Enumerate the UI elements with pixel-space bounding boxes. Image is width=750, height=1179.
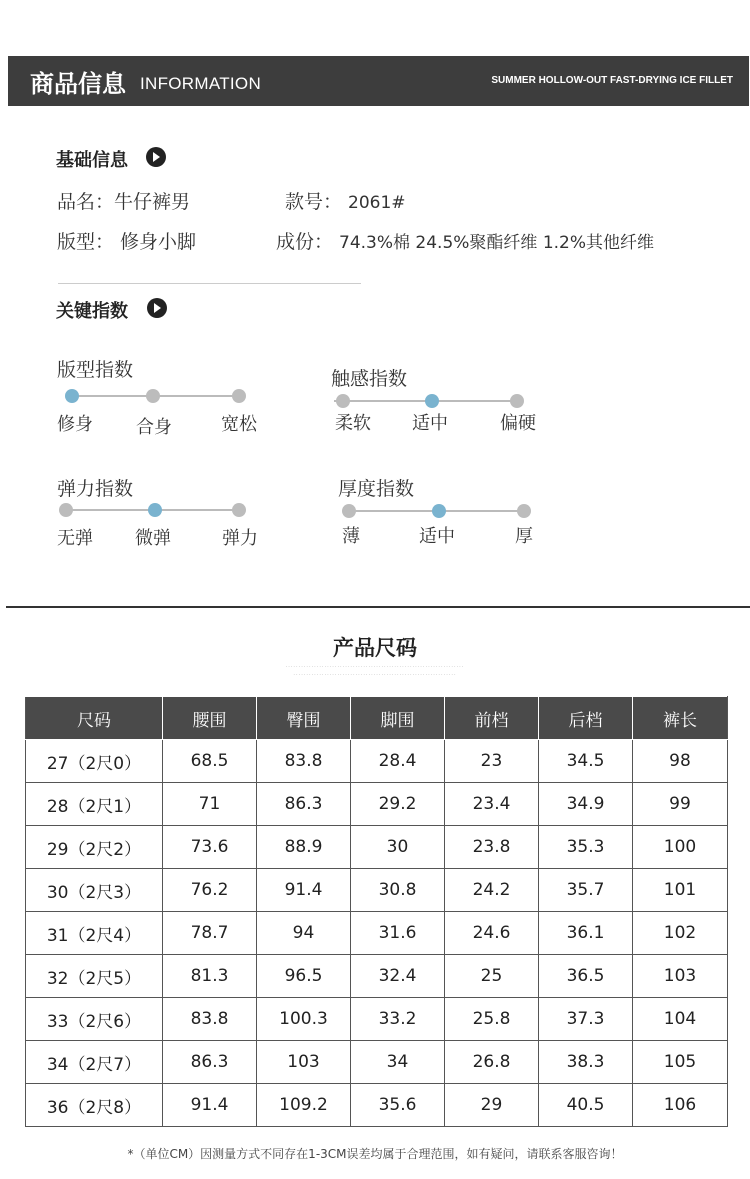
measurement-cell: 34 — [351, 1041, 445, 1084]
elasticity-index-title: 弹力指数 — [57, 478, 134, 500]
measurement-cell: 103 — [257, 1041, 351, 1084]
measurement-cell: 105 — [633, 1041, 728, 1084]
measurement-cell: 35.3 — [539, 826, 633, 869]
table-header-row — [26, 697, 728, 740]
fit-type-label: 版型： — [57, 231, 115, 253]
scale-dot — [65, 389, 79, 403]
measurement-cell: 35.6 — [351, 1084, 445, 1127]
size-table — [25, 696, 728, 1127]
composition — [276, 227, 654, 254]
column-header: 臀围 — [257, 697, 351, 740]
info-header-bar — [8, 56, 749, 106]
arrow-right-icon — [147, 298, 167, 318]
scale-dot — [232, 389, 246, 403]
measurement-cell: 81.3 — [163, 955, 257, 998]
measurement-cell: 26.8 — [445, 1041, 539, 1084]
touch-option: 适中 — [412, 413, 448, 434]
measurement-cell: 35.7 — [539, 869, 633, 912]
style-number-label: 款号： — [285, 191, 343, 213]
size-label-cell: 33（2尺6） — [26, 998, 163, 1041]
measurement-cell: 24.2 — [445, 869, 539, 912]
measurement-cell: 68.5 — [163, 740, 257, 783]
table-row — [26, 1084, 728, 1127]
style-number — [285, 187, 406, 214]
composition-value: 74.3%棉 24.5%聚酯纤维 1.2%其他纤维 — [339, 233, 655, 253]
size-label-cell: 36（2尺8） — [26, 1084, 163, 1127]
fit-option: 宽松 — [221, 414, 257, 435]
measurement-cell: 23 — [445, 740, 539, 783]
touch-index-title: 触感指数 — [331, 368, 408, 390]
scale-dot — [432, 504, 446, 518]
scale-dot — [148, 503, 162, 517]
elasticity-option: 弹力 — [222, 528, 258, 549]
measurement-cell: 28.4 — [351, 740, 445, 783]
section-divider — [58, 283, 361, 284]
measurement-cell: 31.6 — [351, 912, 445, 955]
thickness-option: 厚 — [515, 526, 533, 547]
measurement-cell: 36.1 — [539, 912, 633, 955]
measurement-cell: 83.8 — [163, 998, 257, 1041]
fit-type — [57, 227, 196, 254]
table-row — [26, 783, 728, 826]
fit-option: 修身 — [57, 414, 93, 435]
size-label-cell: 31（2尺4） — [26, 912, 163, 955]
decorative-faint-text: ····································································· — [285, 664, 465, 670]
table-row — [26, 740, 728, 783]
scale-dot — [59, 503, 73, 517]
column-header: 腰围 — [163, 697, 257, 740]
measurement-cell: 38.3 — [539, 1041, 633, 1084]
measurement-cell: 88.9 — [257, 826, 351, 869]
measurement-cell: 101 — [633, 869, 728, 912]
measurement-cell: 73.6 — [163, 826, 257, 869]
measurement-cell: 86.3 — [257, 783, 351, 826]
thickness-option: 适中 — [419, 526, 455, 547]
scale-dot — [510, 394, 524, 408]
thickness-index-title: 厚度指数 — [338, 478, 415, 500]
measurement-cell: 94 — [257, 912, 351, 955]
measurement-cell: 76.2 — [163, 869, 257, 912]
measurement-cell: 100.3 — [257, 998, 351, 1041]
thickness-option: 薄 — [342, 526, 360, 547]
measurement-cell: 83.8 — [257, 740, 351, 783]
elasticity-index-scale — [59, 503, 249, 517]
measurement-cell: 25 — [445, 955, 539, 998]
measurement-cell: 29.2 — [351, 783, 445, 826]
measurement-cell: 103 — [633, 955, 728, 998]
measurement-cell: 71 — [163, 783, 257, 826]
decorative-faint-text: ······························································· — [293, 672, 457, 678]
header-title-en: INFORMATION — [140, 74, 262, 93]
column-header: 尺码 — [26, 697, 163, 740]
key-index-title: 关键指数 — [56, 301, 128, 322]
measurement-cell: 25.8 — [445, 998, 539, 1041]
fit-index-title: 版型指数 — [57, 359, 134, 381]
header-tagline: SUMMER HOLLOW-OUT FAST-DRYING ICE FILLET — [491, 75, 733, 86]
measurement-cell: 33.2 — [351, 998, 445, 1041]
measurement-cell: 30 — [351, 826, 445, 869]
elasticity-option: 微弹 — [135, 528, 171, 549]
measurement-cell: 106 — [633, 1084, 728, 1127]
measurement-cell: 37.3 — [539, 998, 633, 1041]
table-row — [26, 998, 728, 1041]
column-header: 脚围 — [351, 697, 445, 740]
measurement-cell: 102 — [633, 912, 728, 955]
measurement-cell: 29 — [445, 1084, 539, 1127]
table-row — [26, 1041, 728, 1084]
scale-dot — [425, 394, 439, 408]
measurement-cell: 91.4 — [163, 1084, 257, 1127]
product-name-label: 品名： — [57, 191, 115, 213]
measurement-note: *（单位CM）因测量方式不同存在1-3CM误差均属于合理范围，如有疑问，请联系客服咨询！ — [127, 1147, 623, 1161]
table-row — [26, 955, 728, 998]
measurement-cell: 109.2 — [257, 1084, 351, 1127]
touch-option: 偏硬 — [500, 413, 536, 434]
size-label-cell: 34（2尺7） — [26, 1041, 163, 1084]
measurement-cell: 30.8 — [351, 869, 445, 912]
basic-info-title: 基础信息 — [56, 150, 128, 171]
measurement-cell: 24.6 — [445, 912, 539, 955]
size-label-cell: 32（2尺5） — [26, 955, 163, 998]
column-header: 裤长 — [633, 697, 728, 740]
touch-index-scale — [334, 394, 524, 408]
scale-dot — [336, 394, 350, 408]
scale-dot — [517, 504, 531, 518]
scale-dot — [232, 503, 246, 517]
column-header: 前档 — [445, 697, 539, 740]
table-row — [26, 826, 728, 869]
measurement-cell: 40.5 — [539, 1084, 633, 1127]
elasticity-option: 无弹 — [57, 528, 93, 549]
measurement-cell: 104 — [633, 998, 728, 1041]
measurement-cell: 86.3 — [163, 1041, 257, 1084]
touch-option: 柔软 — [335, 413, 371, 434]
header-title-cn: 商品信息 — [30, 70, 126, 98]
size-label-cell: 30（2尺3） — [26, 869, 163, 912]
size-chart-title: 产品尺码 — [333, 636, 417, 660]
fit-index-scale — [65, 389, 255, 403]
size-label-cell: 27（2尺0） — [26, 740, 163, 783]
measurement-cell: 34.9 — [539, 783, 633, 826]
measurement-cell: 23.8 — [445, 826, 539, 869]
product-name-value: 牛仔裤男 — [114, 191, 191, 213]
table-row — [26, 869, 728, 912]
measurement-cell: 100 — [633, 826, 728, 869]
fit-type-value: 修身小脚 — [120, 231, 197, 253]
column-header: 后档 — [539, 697, 633, 740]
scale-dot — [342, 504, 356, 518]
table-row — [26, 912, 728, 955]
measurement-cell: 23.4 — [445, 783, 539, 826]
measurement-cell: 78.7 — [163, 912, 257, 955]
measurement-cell: 99 — [633, 783, 728, 826]
product-name — [57, 187, 190, 214]
measurement-cell: 36.5 — [539, 955, 633, 998]
fit-option: 合身 — [136, 417, 172, 438]
measurement-cell: 34.5 — [539, 740, 633, 783]
scale-dot — [146, 389, 160, 403]
style-number-value: 2061# — [348, 193, 406, 213]
size-label-cell: 28（2尺1） — [26, 783, 163, 826]
measurement-cell: 96.5 — [257, 955, 351, 998]
full-divider — [6, 606, 750, 608]
arrow-right-icon — [146, 147, 166, 167]
composition-label: 成份： — [276, 231, 334, 253]
measurement-cell: 98 — [633, 740, 728, 783]
measurement-cell: 91.4 — [257, 869, 351, 912]
size-label-cell: 29（2尺2） — [26, 826, 163, 869]
measurement-cell: 32.4 — [351, 955, 445, 998]
thickness-index-scale — [342, 504, 532, 518]
